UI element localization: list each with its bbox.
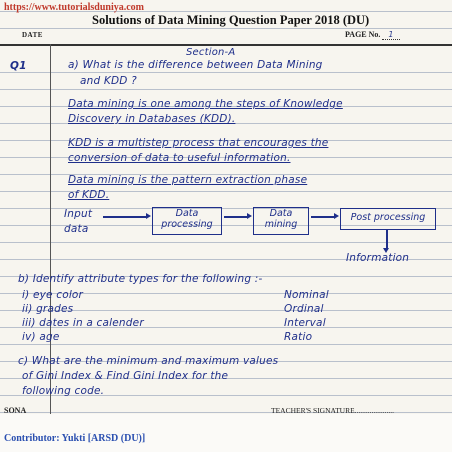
page-title: Solutions of Data Mining Question Paper 2018 (DU): [92, 13, 370, 27]
teacher-signature: TEACHER'S SIGNATURE.....................: [271, 406, 395, 415]
flow-box-1-line-2: processing: [161, 219, 213, 230]
part-a-line-2: and KDD ?: [80, 75, 137, 87]
section-heading: Section-A: [186, 47, 236, 58]
part-a-line-1: a) What is the difference between Data Mining: [68, 59, 323, 71]
flow-input-line-1: Input: [64, 208, 93, 220]
answer-1-line-1: Data mining is one among the steps of Knowledge: [68, 98, 343, 110]
answer-1-line-2: Discovery in Databases (KDD).: [68, 113, 236, 125]
contributor-credit: Contributor: Yukti [ARSD (DU)]: [4, 433, 146, 444]
flow-box-1-line-1: Data: [175, 208, 199, 219]
flow-arrow-2: [224, 216, 248, 218]
flow-box-2-line-1: Data: [269, 208, 293, 219]
part-c-line-2: of Gini Index & Find Gini Index for the: [22, 370, 229, 382]
brand-logo-text: SONA: [4, 406, 27, 415]
attribute-type-2: Ordinal: [284, 303, 324, 315]
flow-arrow-down: [386, 229, 388, 249]
question-number: Q1: [10, 60, 27, 72]
answer-2-line-2: conversion of data to useful information.: [68, 152, 291, 164]
attribute-item-4: iv) age: [22, 331, 60, 343]
header-rule: [0, 44, 452, 46]
attribute-item-2: ii) grades: [22, 303, 74, 315]
attribute-type-3: Interval: [284, 317, 326, 329]
page-number-label: PAGE No.: [345, 30, 381, 39]
flow-box-data-mining: [253, 207, 309, 235]
flow-input-line-2: data: [64, 223, 89, 235]
attribute-type-1: Nominal: [284, 289, 329, 301]
part-c-line-1: c) What are the minimum and maximum values: [18, 355, 279, 367]
attribute-item-3: iii) dates in a calender: [22, 317, 144, 329]
attribute-type-4: Ratio: [284, 331, 313, 343]
part-b-line: b) Identify attribute types for the following :-: [18, 273, 263, 285]
page-number-value: 1: [382, 30, 399, 40]
part-c-line-3: following code.: [22, 385, 105, 397]
answer-3-line-1: Data mining is the pattern extraction phase: [68, 174, 308, 186]
answer-3-line-2: of KDD.: [68, 189, 110, 201]
attribute-item-1: i) eye color: [22, 289, 84, 301]
flow-output: Information: [346, 252, 410, 264]
site-url[interactable]: https://www.tutorialsduniya.com: [4, 2, 145, 13]
flow-arrow-1: [103, 216, 147, 218]
flow-box-2-line-2: mining: [264, 219, 298, 230]
flow-arrow-3: [311, 216, 335, 218]
flow-box-post-processing: Post processing: [340, 208, 436, 230]
page-number-field: [345, 30, 400, 39]
flow-box-data-processing: [152, 207, 222, 235]
date-label: DATE: [22, 31, 43, 39]
answer-2-line-1: KDD is a multistep process that encourages the: [68, 137, 329, 149]
